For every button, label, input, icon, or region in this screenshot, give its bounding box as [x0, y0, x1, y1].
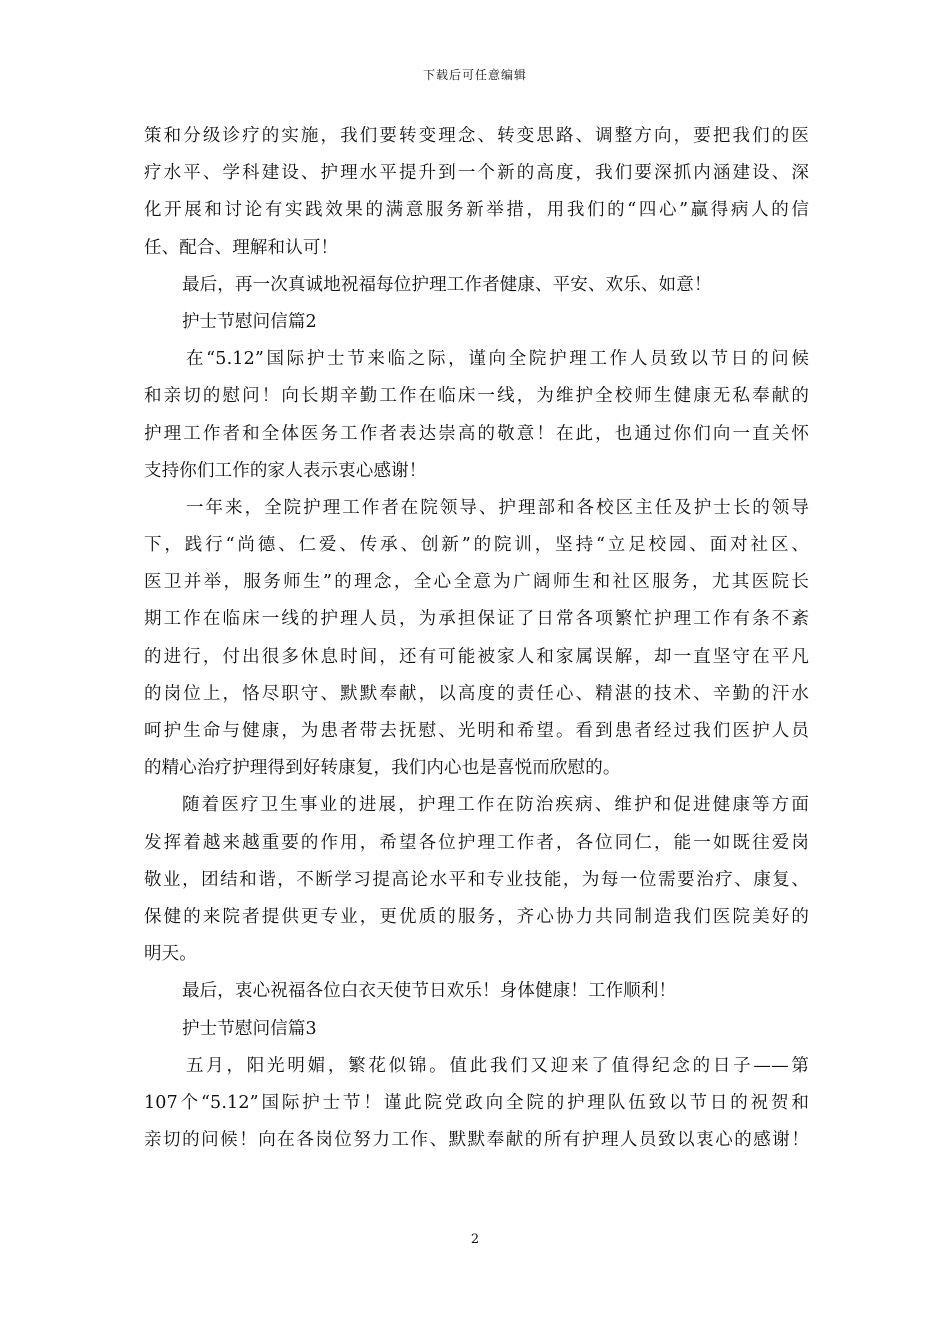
- text-line: 护士节慰问信篇2: [182, 311, 317, 332]
- text-line: 护士节慰问信篇3: [182, 1018, 317, 1039]
- document-body: [144, 118, 809, 1159]
- text-line: 亲切的问候！向在各岗位努力工作、默默奉献的所有护理人员致以衷心的感谢！: [144, 1130, 809, 1151]
- text-line: 护理工作者和全体医务工作者表达崇高的敬意！在此，也通过你们向一直关怀: [144, 423, 809, 444]
- page-header: 下载后可任意编辑: [422, 68, 527, 82]
- page-number: 2: [470, 1232, 480, 1247]
- text-line: 107个“5.12”国际护士节！谨此院党政向全院的护理队伍致以节日的祝贺和: [144, 1092, 809, 1113]
- text-line: 支持你们工作的家人表示衷心感谢！: [144, 460, 427, 481]
- text-line: 一年来，全院护理工作者在院领导、护理部和各校区主任及护士长的领导: [186, 497, 809, 518]
- text-line: 保健的来院者提供更专业，更优质的服务，齐心协力共同制造我们医院美好的: [144, 906, 809, 927]
- text-line: 随着医疗卫生事业的进展，护理工作在防治疾病、维护和促进健康等方面: [182, 795, 809, 816]
- text-line: 的进行，付出很多休息时间，还有可能被家人和家属误解，却一直坚守在平凡: [144, 646, 809, 667]
- text-line: 疗水平、学科建设、护理水平提升到一个新的高度，我们要深抓内涵建设、深: [144, 163, 809, 184]
- text-line: 期工作在临床一线的护理人员，为承担保证了日常各项繁忙护理工作有条不紊: [144, 609, 809, 630]
- text-line: 医卫并举，服务师生”的理念，全心全意为广阔师生和社区服务，尤其医院长: [144, 572, 809, 593]
- text-line: 在“5.12”国际护士节来临之际，谨向全院护理工作人员致以节日的问候: [186, 349, 809, 370]
- text-line: 呵护生命与健康，为患者带去抚慰、光明和希望。看到患者经过我们医护人员: [144, 721, 809, 741]
- text-line: 最后，再一次真诚地祝福每位护理工作者健康、平安、欢乐、如意！: [182, 274, 712, 295]
- text-line: 发挥着越来越重要的作用，希望各位护理工作者，各位同仁，能一如既往爱岗: [144, 832, 809, 853]
- text-line: 敬业，团结和谐，不断学习提高论水平和专业技能，为每一位需要治疗、康复、: [144, 869, 809, 890]
- text-line: 五月，阳光明媚，繁花似锦。值此我们又迎来了值得纪念的日子——第: [186, 1055, 809, 1076]
- text-line: 的岗位上，恪尽职守、默默奉献，以高度的责任心、精湛的技术、辛勤的汗水: [144, 683, 809, 704]
- text-line: 和亲切的慰问！向长期辛勤工作在临床一线，为维护全校师生健康无私奉献的: [144, 386, 809, 407]
- text-line: 策和分级诊疗的实施，我们要转变理念、转变思路、调整方向，要把我们的医: [144, 126, 809, 146]
- text-line: 明天。: [144, 944, 197, 965]
- text-line: 最后，衷心祝福各位白衣天使节日欢乐！身体健康！工作顺利！: [182, 981, 677, 1002]
- text-line: 下，践行“尚德、仁爱、传承、创新”的院训，坚持“立足校园、面对社区、: [144, 535, 809, 556]
- text-line: 化开展和讨论有实践效果的满意服务新举措，用我们的“四心”赢得病人的信: [144, 200, 809, 221]
- text-line: 任、配合、理解和认可！: [144, 237, 339, 258]
- text-line: 的精心治疗护理得到好转康复，我们内心也是喜悦而欣慰的。: [144, 758, 621, 779]
